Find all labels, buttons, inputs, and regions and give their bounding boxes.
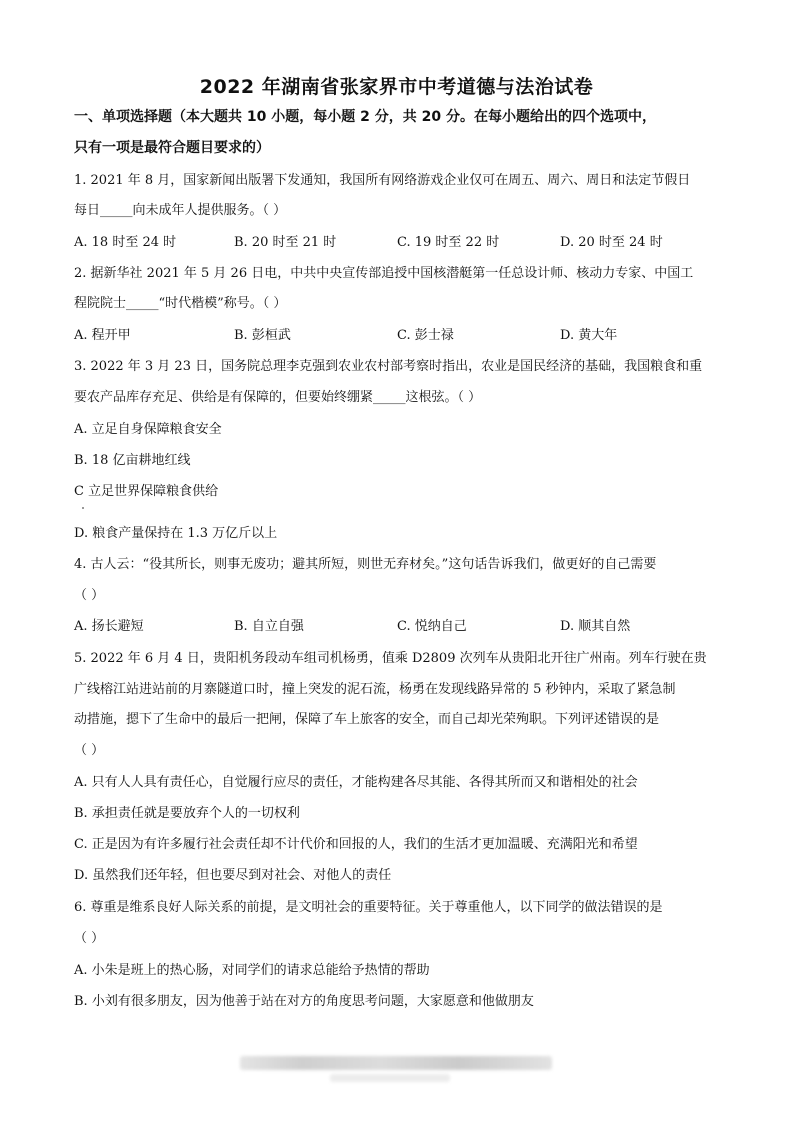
question-3-line2: 要农产品库存充足、供给是有保障的，但要始终绷紧_____这根弦。（ ） (74, 390, 482, 405)
question-3-option-a: A. 立足自身保障粮食安全 (74, 422, 222, 437)
question-6-option-b: B. 小刘有很多朋友，因为他善于站在对方的角度思考问题，大家愿意和他做朋友 (74, 994, 534, 1009)
question-5-line3: 动措施，摁下了生命中的最后一把闸，保障了车上旅客的安全，而自己却光荣殉职。下列评述错误的是 (74, 712, 660, 727)
scan-speck (82, 507, 84, 509)
question-1-line1: 1. 2021 年 8 月，国家新闻出版署下发通知，我国所有网络游戏企业仅可在周五、周六、周日和法定节假日 (74, 173, 691, 188)
question-5-line2: 广线榕江站进站前的月寨隧道口时，撞上突发的泥石流，杨勇在发现线路异常的 5 秒钟内，采取了紧急制 (74, 682, 676, 697)
question-2-line2: 程院院士_____“时代楷模”称号。（ ） (74, 296, 287, 311)
question-3-line1: 3. 2022 年 3 月 23 日，国务院总理李克强到农业农村部考察时指出，农业是国民经济的基础，我国粮食和重 (74, 359, 703, 374)
question-6-line1: 6. 尊重是维系良好人际关系的前提，是文明社会的重要特征。关于尊重他人，以下同学的做法错误的是 (74, 900, 663, 915)
question-4-option-b: B. 自立自强 (234, 619, 304, 634)
question-4-line2: （ ） (74, 588, 105, 603)
exam-title: 2022 年湖南省张家界市中考道德与法治试卷 (199, 76, 594, 98)
question-5-option-d: D. 虽然我们还年轻，但也要尽到对社会、对他人的责任 (74, 868, 392, 883)
question-4-line1: 4. 古人云：“役其所长，则事无废功；避其所短，则世无弃材矣。”这句话告诉我们，做更好的自己需要 (74, 557, 657, 572)
section-heading-line1: 一、单项选择题（本大题共 10 小题，每小题 2 分，共 20 分。在每小题给出的四个选项中， (74, 109, 656, 125)
question-2-option-d: D. 黄大年 (560, 328, 618, 343)
question-3-option-c: C 立足世界保障粮食供给 (74, 484, 219, 499)
question-3-option-d: D. 粮食产量保持在 1.3 万亿斤以上 (74, 526, 278, 541)
question-5-option-b: B. 承担责任就是要放弃个人的一切权利 (74, 806, 300, 821)
question-2-line1: 2. 据新华社 2021 年 5 月 26 日电，中共中央宣传部追授中国核潜艇第一任总设计师、核动力专家、中国工 (74, 266, 694, 281)
question-2-option-c: C. 彭士禄 (397, 328, 454, 343)
question-4-option-a: A. 扬长避短 (74, 619, 144, 634)
question-6-option-a: A. 小朱是班上的热心肠，对同学们的请求总能给予热情的帮助 (74, 963, 430, 978)
question-5-line4: （ ） (74, 743, 105, 758)
question-5-option-c: C. 正是因为有许多履行社会责任却不计代价和回报的人，我们的生活才更加温暖、充满阳光和希望 (74, 837, 638, 852)
question-4-option-c: C. 悦纳自己 (397, 619, 467, 634)
blurred-watermark (240, 1056, 552, 1070)
question-4-option-d: D. 顺其自然 (560, 619, 631, 634)
question-1-option-c: C. 19 时至 22 时 (397, 235, 500, 250)
blurred-watermark-sub (330, 1074, 450, 1082)
question-1-option-a: A. 18 时至 24 时 (74, 235, 177, 250)
question-1-option-d: D. 20 时至 24 时 (560, 235, 663, 250)
section-heading-line2: 只有一项是最符合题目要求的） (74, 140, 270, 156)
question-1-line2: 每日_____向未成年人提供服务。（ ） (74, 203, 287, 218)
question-3-option-b: B. 18 亿亩耕地红线 (74, 453, 191, 468)
question-1-option-b: B. 20 时至 21 时 (234, 235, 337, 250)
question-2-option-a: A. 程开甲 (74, 328, 131, 343)
question-5-line1: 5. 2022 年 6 月 4 日，贵阳机务段动车组司机杨勇，值乘 D2809 次列车从贵阳北开往广州南。列车行驶在贵 (74, 651, 707, 666)
question-5-option-a: A. 只有人人具有责任心，自觉履行应尽的责任，才能构建各尽其能、各得其所而又和谐相处的社会 (74, 775, 638, 790)
question-6-line2: （ ） (74, 931, 105, 946)
question-2-option-b: B. 彭桓武 (234, 328, 291, 343)
